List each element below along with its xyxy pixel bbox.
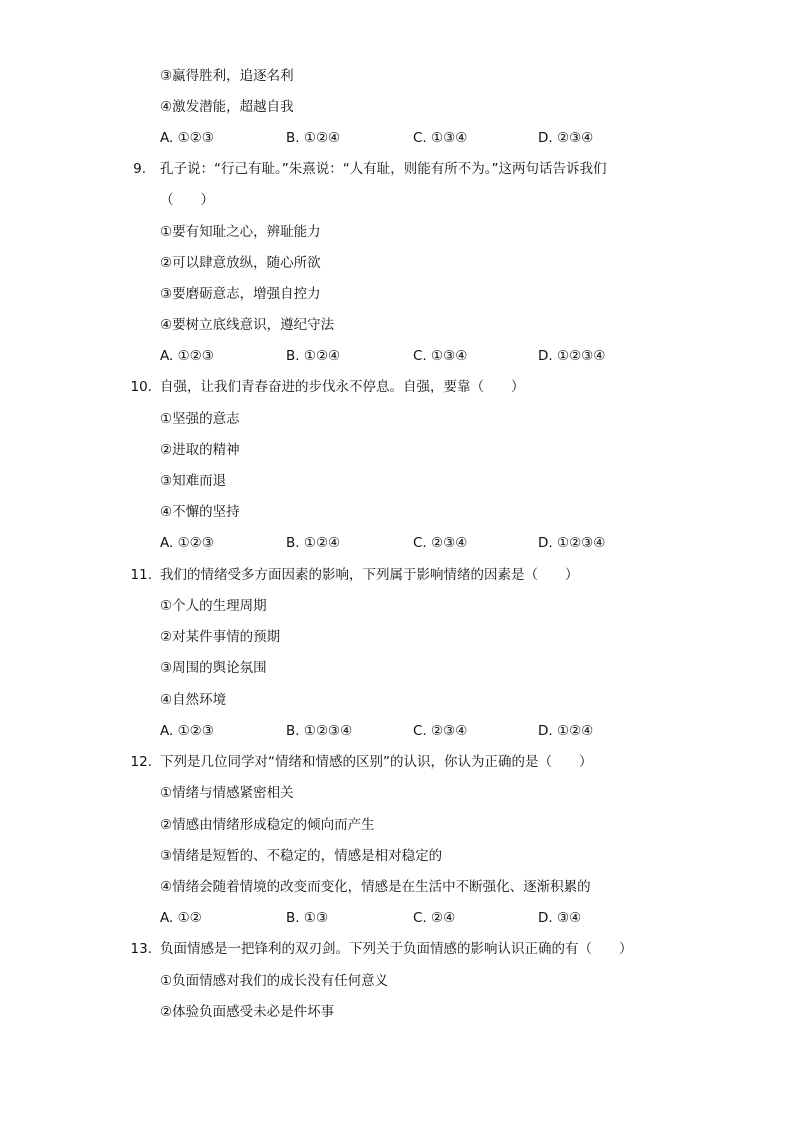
q11-stem: 我们的情绪受多方面因素的影响，下列属于影响情绪的因素是（ ） [160,567,579,583]
q11-item-2: ②对某件事情的预期 [160,629,281,645]
q11-option-b[interactable]: B. ①②③④ [286,723,353,739]
q13-item-1: ①负面情感对我们的成长没有任何意义 [160,973,389,989]
q13-number: 13. [130,941,152,957]
q11-number: 11. [130,567,152,583]
q9-stem: 孔子说：“行己有耻。”朱熹说：“人有耻，则能有所不为。”这两句话告诉我们 [160,161,607,177]
q13-stem: 负面情感是一把锋利的双刃剑。下列关于负面情感的影响认识正确的有（ ） [160,941,633,957]
q11-item-1: ①个人的生理周期 [160,598,267,614]
q12-option-d[interactable]: D. ③④ [538,910,582,926]
q13-item-2: ②体验负面感受未必是件坏事 [160,1004,335,1020]
q8-option-b[interactable]: B. ①②④ [286,130,341,146]
q12-option-c[interactable]: C. ②④ [413,910,456,926]
q9-option-c[interactable]: C. ①③④ [413,348,468,364]
q10-options [160,534,680,552]
q10-option-a[interactable]: A. ①②③ [160,535,214,551]
q8-option-a[interactable]: A. ①②③ [160,130,214,146]
q12-option-b[interactable]: B. ①③ [286,910,329,926]
q8-options [160,129,680,147]
q12-item-2: ②情感由情绪形成稳定的倾向而产生 [160,817,375,833]
q9-options [160,347,680,365]
q12-number: 12. [130,754,152,770]
q8-item-4: ④激发潜能，超越自我 [160,99,294,115]
q12-options [160,909,680,927]
q12-item-1: ①情绪与情感紧密相关 [160,785,294,801]
q12-option-a[interactable]: A. ①② [160,910,202,926]
q11-option-a[interactable]: A. ①②③ [160,723,214,739]
q9-item-2: ②可以肆意放纵，随心所欲 [160,255,321,271]
q10-option-b[interactable]: B. ①②④ [286,535,341,551]
q11-item-4: ④自然环境 [160,692,227,708]
q10-item-4: ④不懈的坚持 [160,504,240,520]
q12-item-3: ③情绪是短暂的、不稳定的，情感是相对稳定的 [160,848,443,864]
q9-option-b[interactable]: B. ①②④ [286,348,341,364]
q10-item-3: ③知难而退 [160,473,227,489]
q9-option-d[interactable]: D. ①②③④ [538,348,606,364]
q10-item-2: ②进取的精神 [160,442,240,458]
q12-item-4: ④情绪会随着情境的改变而变化，情感是在生活中不断强化、逐渐积累的 [160,879,591,895]
q9-item-1: ①要有知耻之心，辨耻能力 [160,224,321,240]
q11-item-3: ③周围的舆论氛围 [160,660,267,676]
q11-option-c[interactable]: C. ②③④ [413,723,468,739]
q11-options [160,722,680,740]
q8-option-d[interactable]: D. ②③④ [538,130,594,146]
q8-item-3: ③赢得胜利，追逐名利 [160,68,294,84]
q10-stem: 自强，让我们青春奋进的步伐永不停息。自强，要靠（ ） [160,379,525,395]
q9-stem-continued: （ ） [160,192,214,208]
q10-number: 10. [130,379,152,395]
q10-option-d[interactable]: D. ①②③④ [538,535,606,551]
q9-number: 9. [133,161,146,177]
q10-item-1: ①坚强的意志 [160,411,240,427]
q8-option-c[interactable]: C. ①③④ [413,130,468,146]
q9-option-a[interactable]: A. ①②③ [160,348,214,364]
q12-stem: 下列是几位同学对“情绪和情感的区别”的认识，你认为正确的是（ ） [160,754,593,770]
q9-item-4: ④要树立底线意识，遵纪守法 [160,317,335,333]
q9-item-3: ③要磨砺意志，增强自控力 [160,286,321,302]
q10-option-c[interactable]: C. ②③④ [413,535,468,551]
q11-option-d[interactable]: D. ①②④ [538,723,594,739]
